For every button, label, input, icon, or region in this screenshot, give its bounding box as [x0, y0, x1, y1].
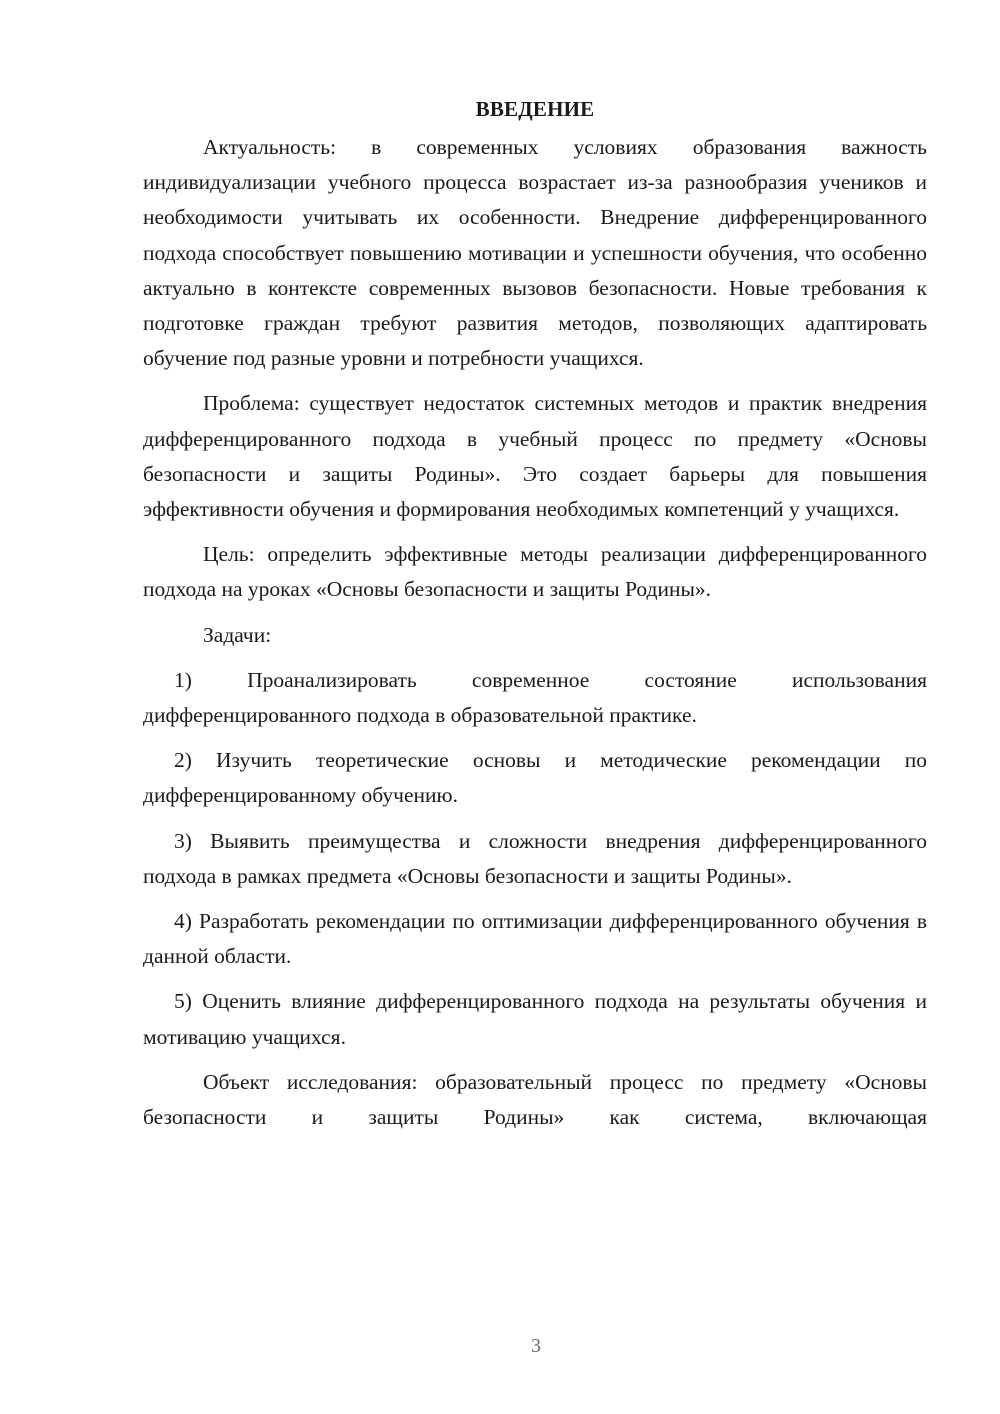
page-number: 3 — [531, 1335, 541, 1357]
relevance-paragraph: Актуальность: в современных условиях образования важность индивидуализации учебного процесса возрастает из-за разнообразия учеников и необходимости учитывать их особенности. Внедрение дифференцированного подхода способствует повышению мотивации и успешности обучения, что особенно актуально в контексте современных вызовов безопасности. Новые требования к подготовке граждан требуют развития методов, позволяющих адаптировать обучение под разные уровни и потребности учащихся. — [143, 135, 927, 371]
task-item-1: 1) Проанализировать современное состояние использования дифференцированного подхода в образовательной практике. — [143, 667, 927, 728]
goal-paragraph: Цель: определить эффективные методы реализации дифференцированного подхода на уроках «Основы безопасности и защиты Родины». — [143, 542, 927, 602]
object-paragraph: Объект исследования: образовательный процесс по предмету «Основы безопасности и защиты Родины» как система, включающая — [143, 1069, 927, 1130]
document-body — [143, 92, 927, 1135]
tasks-heading: Задачи: — [203, 622, 272, 647]
task-item-2: 2) Изучить теоретические основы и методические рекомендации по дифференцированному обучению. — [143, 748, 927, 808]
task-item-3: 3) Выявить преимущества и сложности внедрения дифференцированного подхода в рамках предмета «Основы безопасности и защиты Родины». — [143, 828, 927, 888]
problem-paragraph: Проблема: существует недостаток системных методов и практик внедрения дифференцированного подхода в учебный процесс по предмету «Основы безопасности и защиты Родины». Это создает барьеры для повышения эффективности обучения и формирования необходимых компетенций у учащихся. — [143, 391, 927, 522]
task-item-5: 5) Оценить влияние дифференцированного подхода на результаты обучения и мотивацию учащихся. — [143, 989, 927, 1049]
task-item-4: 4) Разработать рекомендации по оптимизации дифференцированного обучения в данной области. — [143, 909, 927, 969]
section-heading: ВВЕДЕНИЕ — [475, 97, 595, 121]
